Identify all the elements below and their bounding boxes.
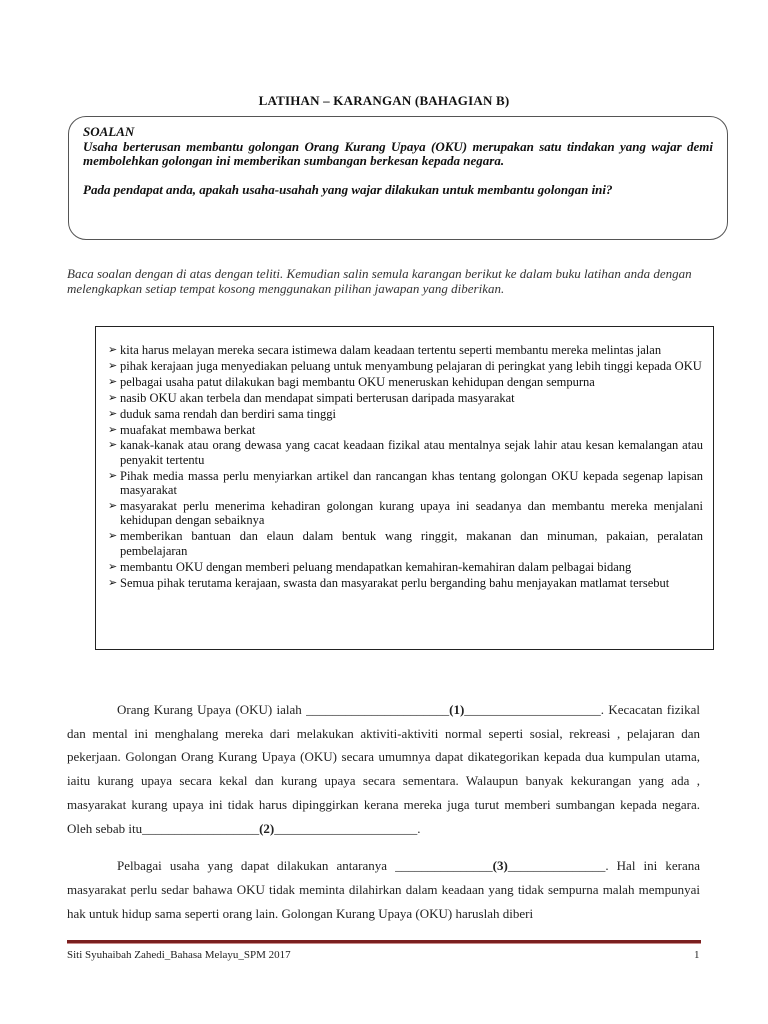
instruction-text: Baca soalan dengan di atas dengan teliti. Kemudian salin semula karangan berikut ke dalam buku latihan anda dengan melengkapkan setiap tempat kosong menggunakan pilihan jawapan yang diberikan. (67, 266, 692, 296)
arrow-bullet-icon: ➢ (108, 391, 118, 404)
option-item: ➢ pelbagai usaha patut dilakukan bagi membantu OKU meneruskan kehidupan dengan sempurna (108, 374, 595, 389)
question-prompt: Pada pendapat anda, apakah usaha-usahah yang wajar dilakukan untuk membantu golongan ini? (83, 181, 613, 197)
answer-options-box (95, 326, 714, 650)
page-title: LATIHAN – KARANGAN (BAHAGIAN B) (258, 93, 510, 108)
option-item: ➢ Semua pihak terutama kerajaan, swasta dan masyarakat perlu berganding bahu menjayakan matlamat tersebut (108, 575, 670, 590)
arrow-bullet-icon: ➢ (108, 500, 118, 513)
question-box (68, 116, 728, 240)
option-item: ➢ kanak-kanak atau orang dewasa yang cacat keadaan fizikal atau mentalnya sejak lahir atau kesan kemalangan atau penyakit tertentu (108, 438, 703, 467)
question-label: SOALAN (83, 124, 135, 139)
option-item: ➢ pihak kerajaan juga menyediakan peluang untuk menyambung pelajaran di peringkat yang lebih tinggi kepada OKU (108, 358, 702, 373)
option-item: ➢ nasib OKU akan terbela dan mendapat simpati berterusan daripada masyarakat (108, 390, 515, 405)
option-item: ➢ duduk sama rendah dan berdiri sama tinggi (108, 406, 336, 421)
blank-number: (2) (259, 820, 275, 836)
arrow-bullet-icon: ➢ (108, 423, 118, 436)
arrow-bullet-icon: ➢ (108, 359, 118, 372)
footer-author: Siti Syuhaibah Zahedi_Bahasa Melayu_SPM 2017 (67, 949, 291, 961)
arrow-bullet-icon: ➢ (108, 375, 118, 388)
essay-paragraph-1: Orang Kurang Upaya (OKU) ialah ______________________(1)_____________________. Kecacatan fizikal dan mental ini menghalang mereka dari melakukan aktiviti-aktiviti normal seperti sosial, rekreasi , pelajaran dan pekerjaan. Golongan Orang Kurang Upaya (OKU) secara umumnya dapat dikategorikan kepada dua kumpulan utama, iaitu kurang upaya secara kekal dan kurang upaya secara sementara. Walaupun banyak kekurangan yang ada , masyarakat kurang upaya ini tidak harus dipinggirkan kerana mereka juga turut memberi sumbangan kepada negara. Oleh sebab itu__________________(2)______________________. (67, 702, 700, 836)
blank-number: (1) (449, 702, 465, 717)
arrow-bullet-icon: ➢ (108, 407, 118, 420)
arrow-bullet-icon: ➢ (108, 560, 118, 573)
option-item: ➢ muafakat membawa berkat (108, 422, 256, 437)
option-item: ➢ membantu OKU dengan memberi peluang mendapatkan kemahiran-kemahiran dalam pelbagai bidang (108, 559, 632, 574)
essay-body (67, 698, 700, 939)
arrow-bullet-icon: ➢ (108, 439, 118, 452)
arrow-bullet-icon: ➢ (108, 530, 118, 543)
option-item: ➢ Pihak media massa perlu menyiarkan artikel dan rancangan khas tentang golongan OKU kepada segenap lapisan masyarakat (108, 468, 703, 498)
option-item: ➢ memberikan bantuan dan elaun dalam bentuk wang ringgit, makanan dan minuman, pakaian, peralatan pembelajaran (108, 529, 703, 558)
page-number: 1 (694, 949, 700, 961)
answer-options-list (108, 343, 703, 590)
arrow-bullet-icon: ➢ (108, 576, 118, 589)
essay-paragraph-2: Pelbagai usaha yang dapat dilakukan antaranya _______________(3)_______________. Hal ini kerana masyarakat perlu sedar bahawa OKU tidak meminta dilahirkan dalam keadaan yang tidak sempurna malah mempunyai hak untuk hidup sama seperti orang lain. Golongan Kurang Upaya (OKU) haruslah diberi (67, 858, 700, 921)
arrow-bullet-icon: ➢ (108, 469, 118, 482)
option-item: ➢ kita harus melayan mereka secara istimewa dalam keadaan tertentu seperti membantu mereka melintas jalan (108, 343, 662, 357)
footer-rule (67, 940, 701, 944)
arrow-bullet-icon: ➢ (108, 344, 118, 356)
blank-number: (3) (492, 858, 508, 874)
question-text: Usaha berterusan membantu golongan Orang Kurang Upaya (OKU) merupakan satu tindakan yang wajar demi membolehkan golongan ini memberikan sumbangan berkesan kepada negara. (83, 138, 713, 168)
option-item: ➢ masyarakat perlu menerima kehadiran golongan kurang upaya ini seadanya dan membantu mereka menjalani kehidupan dengan sebaiknya (108, 499, 703, 528)
